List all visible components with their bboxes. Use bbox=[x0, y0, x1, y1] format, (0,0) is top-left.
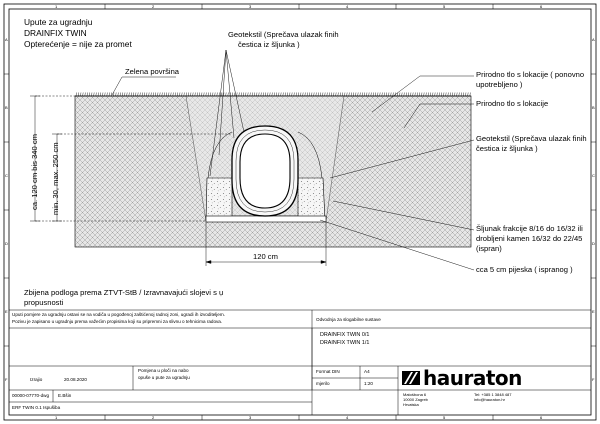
col-number-3: 3 bbox=[249, 3, 252, 9]
format-label: Format DIN bbox=[316, 369, 340, 374]
col-number-4: 4 bbox=[346, 3, 349, 9]
col-number-1: 1 bbox=[55, 3, 58, 9]
label-geotextile-top-2: čestica iz šljunka ) bbox=[238, 40, 300, 49]
label-gravel-1: Šljunak frakcije 8/16 do 16/32 ili bbox=[476, 224, 583, 233]
hauraton-logo-mark bbox=[402, 371, 420, 385]
col-number-bottom-1: 1 bbox=[55, 414, 58, 420]
overview-label: Odvodnja za slogabilne sustave bbox=[316, 317, 381, 322]
product-line-1: DRAINFIX TWIN 0/1 bbox=[320, 332, 370, 338]
drawing-number: 00000-07770-dwg bbox=[12, 393, 50, 398]
green-surface-grass bbox=[76, 93, 470, 97]
note-line-1: Uputi pomjere za ugradnju ostavi se na vodiča u pogođenoj zaštićenoj radnoj zoni, ugradi ih izvoditeljem. bbox=[12, 312, 225, 317]
file-name: ERF TWIN 0.1 Ispušiba bbox=[12, 405, 61, 410]
col-number-6: 6 bbox=[540, 3, 543, 9]
label-geotextile-top-1: Geotekstil (Sprečava ulazak finih bbox=[228, 30, 339, 39]
label-green-surface: Zelena površina bbox=[125, 67, 180, 76]
product-line-2: DRAINFIX TWIN 1/1 bbox=[320, 340, 370, 346]
row-letter-right-b: B bbox=[592, 105, 595, 110]
dimension-depth-label: ca. 120 cm bis 340 cm bbox=[30, 134, 39, 210]
date-value: 20.08.2020 bbox=[64, 377, 87, 382]
label-natural-soil: Prirodno tlo s lokacije bbox=[476, 99, 549, 108]
scale-label: mjerilo bbox=[316, 381, 330, 386]
contact-phone: Tel: +385 1 3848 487 bbox=[474, 392, 512, 397]
drawing-title-line1: Upute za ugradnju bbox=[24, 17, 93, 27]
company-logo-text: hauraton bbox=[423, 366, 522, 390]
note-line-2: Pozivu je zapisano u ugradnju prema važećim propisima koji su pripremni za slivnu o tehnicima radova. bbox=[12, 319, 223, 324]
drawing-title-line2: DRAINFIX TWIN bbox=[24, 28, 87, 38]
contact-email: info@hauraton.hr bbox=[474, 397, 505, 402]
row-letter-e: E bbox=[5, 309, 8, 314]
dimension-width-label: 120 cm bbox=[253, 252, 278, 261]
col-number-bottom-5: 5 bbox=[443, 414, 446, 420]
address-line-2: 10000 Zagreb bbox=[403, 397, 428, 402]
address-line-1: Matošbona 6 bbox=[403, 392, 427, 397]
author-name: E.Bšin bbox=[58, 393, 72, 398]
channel-inner bbox=[240, 134, 290, 208]
scale-value: 1:20 bbox=[364, 381, 373, 386]
row-letter-right-c: C bbox=[592, 173, 595, 178]
row-letter-right-f: F bbox=[592, 377, 595, 382]
row-letter-c: C bbox=[5, 173, 8, 178]
label-geotextile-right-1: Geotekstil (Sprečava ulazak finih bbox=[476, 134, 587, 143]
label-natural-soil-reuse-2: upotrebljeno ) bbox=[476, 80, 523, 89]
col-number-2: 2 bbox=[152, 3, 155, 9]
label-geotextile-right-2: čestica iz šljunka ) bbox=[476, 144, 538, 153]
format-value: A4 bbox=[364, 369, 370, 374]
label-gravel-2: drobljeni kamen 16/32 do 22/45 bbox=[476, 234, 583, 243]
row-letter-f: F bbox=[5, 377, 8, 382]
label-base-2: propusnosti bbox=[24, 298, 64, 307]
dimension-cover-label: min. 30, max. 250 cm bbox=[51, 142, 60, 215]
label-base-1: Zbijena podloga prema ZTVT-StB / Izravnavajući slojevi s ụ bbox=[24, 288, 224, 297]
row-letter-right-e: E bbox=[592, 309, 595, 314]
drawing-title-load: Opterećenje = nije za promet bbox=[24, 39, 132, 49]
label-natural-soil-reuse-1: Prirodno tlo s lokacije ( ponovno bbox=[476, 70, 585, 79]
col-number-5: 5 bbox=[443, 3, 446, 9]
row-letter-b: B bbox=[5, 105, 8, 110]
row-letter-a: A bbox=[5, 37, 8, 42]
col-number-bottom-3: 3 bbox=[249, 414, 252, 420]
row-letter-right-d: D bbox=[592, 241, 595, 246]
row-letter-right-a: A bbox=[592, 37, 595, 42]
description-line-2: opuše u pute za ugradnju bbox=[138, 375, 190, 380]
label-gravel-3: (ispran) bbox=[476, 244, 502, 253]
address-line-3: Hrvatska bbox=[403, 402, 419, 407]
col-number-bottom-6: 6 bbox=[540, 414, 543, 420]
label-sand: cca 5 cm pijeska ( ispranog ) bbox=[476, 265, 573, 274]
row-letter-d: D bbox=[5, 241, 8, 246]
description-line-1: Pomjena u ploči na nabo bbox=[138, 368, 189, 373]
col-number-bottom-2: 2 bbox=[152, 414, 155, 420]
date-label: Izrajio bbox=[30, 377, 43, 382]
col-number-bottom-4: 4 bbox=[346, 414, 349, 420]
sand-layer bbox=[206, 216, 326, 222]
